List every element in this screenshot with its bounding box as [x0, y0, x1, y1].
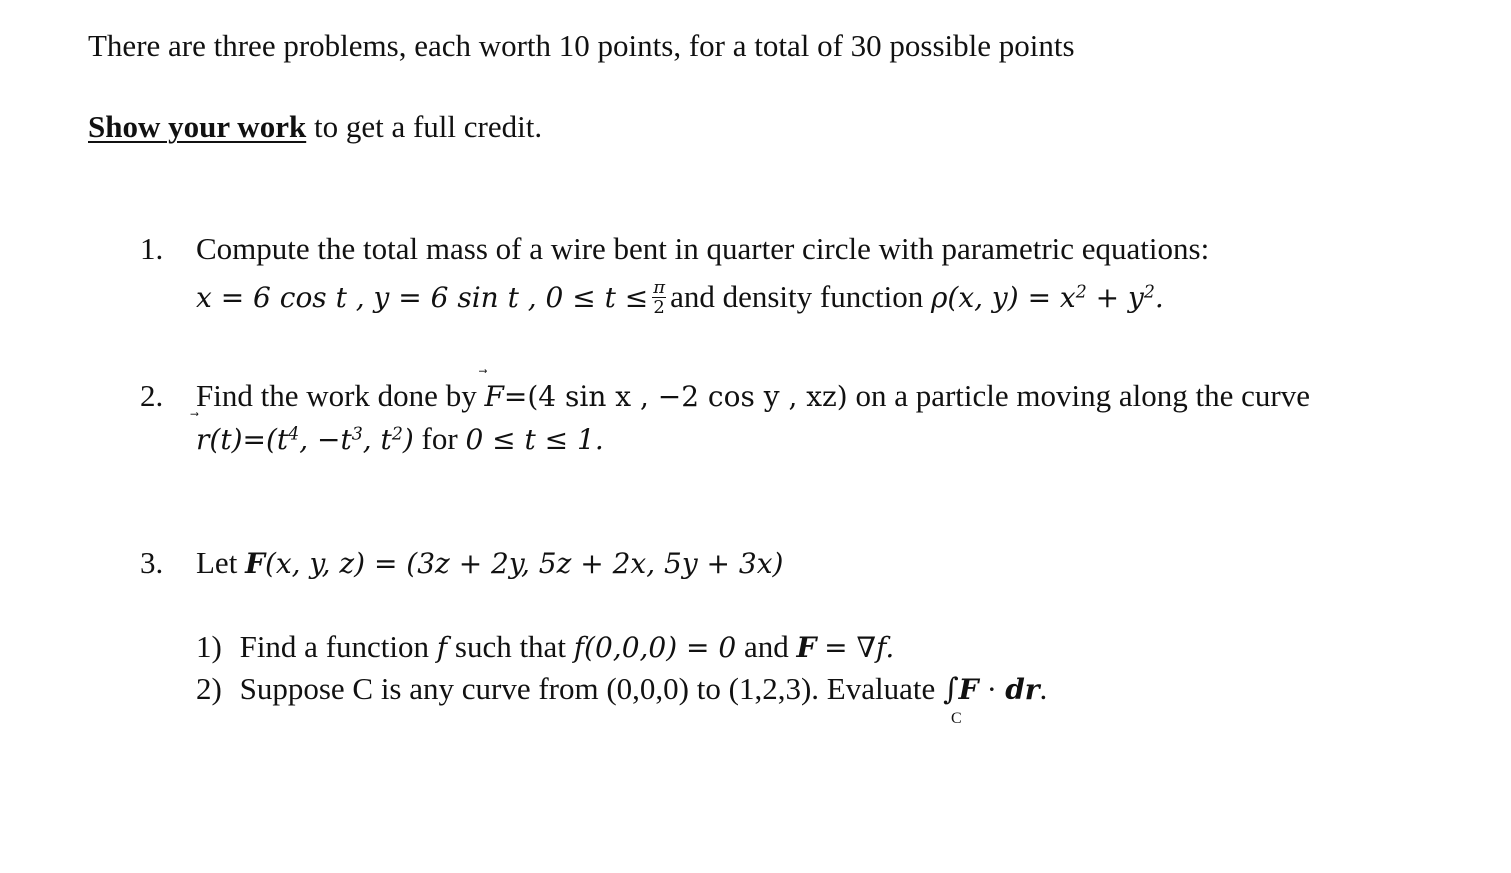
instruction-rest: to get a full credit.: [306, 109, 543, 144]
problem-2-curve-line: $r(t)=(t^4$, $-t^3$, $t^2$) for 0 ≤ t ≤ 1.: [196, 421, 604, 456]
intro-line: There are three problems, each worth 10 points, for a total of 30 possible points: [88, 28, 1075, 63]
pi-over-2-fraction: $\frac{\pi}{2}$: [653, 277, 666, 318]
problem-1-number: 1.: [140, 231, 164, 266]
subproblem-2: 2) Suppose C is any curve from (0,0,0) to (1,2,3). Evaluate ∫ C F · dr.: [196, 671, 1048, 727]
subproblem-1: 1) Find a function f such that f(0,0,0) = 0 and F = ∇f.: [196, 629, 895, 664]
problem-2-text: Find the work done by F=(4 sin x , −2 cos y , xz) on a particle moving along the curve: [196, 378, 1310, 413]
problem-1-equation-line: [196, 277, 1164, 319]
instruction-line: [88, 111, 542, 142]
problem-3-text: Let F(x, y, z) = (3z + 2y, 5z + 2x, 5y + 3x): [196, 545, 784, 580]
show-your-work-emphasis: Show your work: [88, 109, 307, 144]
problem-1-density-text: and density function: [670, 279, 924, 315]
vector-field-eq: F(x, y, z) = (3z + 2y, 5z + 2x, 5y + 3x): [245, 547, 784, 580]
parameter-range: 0 ≤ t ≤ 1.: [465, 423, 604, 456]
problem-3-number: 3.: [140, 545, 164, 580]
problem-1-parametric-eq: x = 6 cos t , y = 6 sin t , 0 ≤ t ≤: [196, 281, 649, 315]
density-function: ρ(x, $y) = x^2 + y^2$.: [930, 281, 1164, 315]
force-field-eq: F=(4 sin x , −2 cos y , xz): [484, 380, 848, 413]
problem-1-text: Compute the total mass of a wire bent in quarter circle with parametric equations:: [196, 231, 1210, 266]
problem-2-number: 2.: [140, 378, 164, 413]
line-integral-symbol: ∫ C: [942, 672, 962, 727]
curve-eq: $r(t)=(t^4$, $-t^3$, $t^2$): [196, 423, 414, 456]
